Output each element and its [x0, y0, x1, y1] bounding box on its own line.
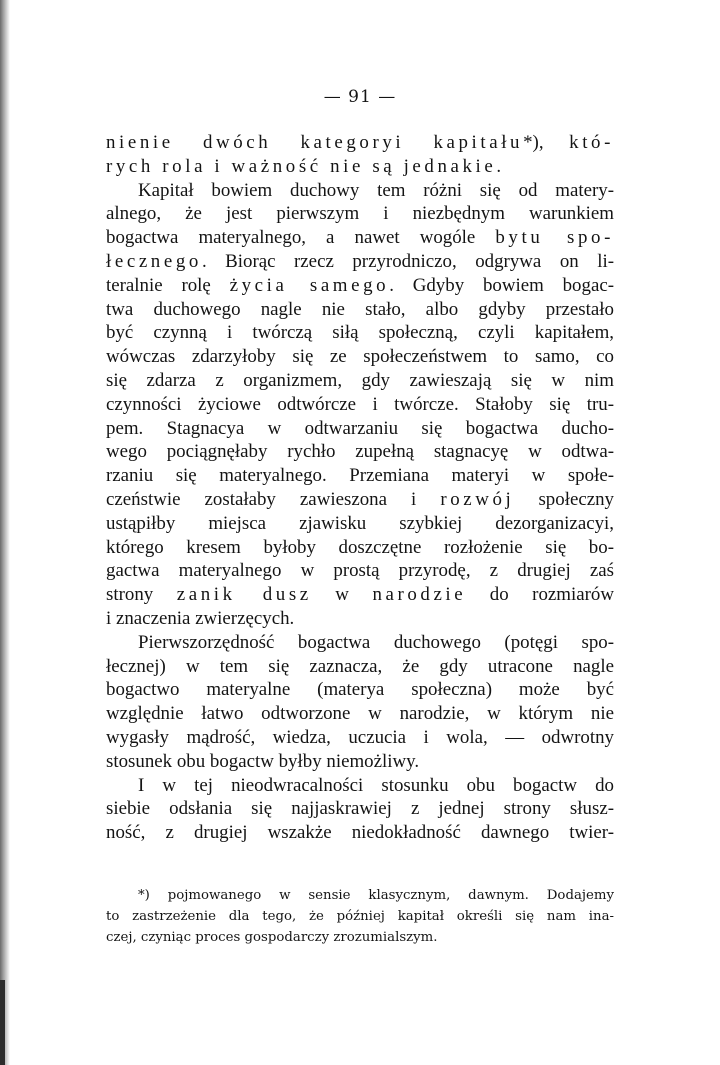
text-line [106, 536, 614, 560]
text-run: być czynną i twórczą siłą społeczną, czyli kapitałem, [106, 322, 614, 344]
text-line [106, 726, 614, 750]
body-text [106, 131, 614, 845]
spaced-emphasis: nienie dwóch kategoryi kapitału [106, 132, 524, 153]
text-run: Pierwszorzędność bogactwa duchowego (potęgi spo- [138, 631, 614, 653]
footnote-line: *) pojmowanego w sensie klasycznym, dawnym. Dodajemy [138, 888, 614, 903]
text-line [106, 202, 614, 226]
text-run: łecznej) w tem się zaznacza, że gdy utracone nagle [106, 655, 614, 677]
spaced-emphasis: bytu spo- [495, 227, 614, 249]
text-line [106, 678, 614, 702]
text-line [106, 702, 614, 726]
text-line [106, 464, 614, 488]
text-run: ustąpiłby miejsca zjawisku szybkiej dezorganizacyi, [106, 512, 614, 534]
text-run: czynności życiowe odtwórcze i twórcze. Stałoby się tru- [106, 393, 614, 415]
spaced-emphasis: narodzie [372, 584, 467, 606]
text-line [106, 393, 614, 417]
text-run: ność, z drugiej wszakże niedokładność dawnego twier- [106, 822, 614, 844]
text-run: którego kresem byłoby doszczętne rozłożenie się bo- [106, 536, 614, 558]
text-run: siebie odsłania się najjaskrawiej z jednej strony słusz- [106, 798, 614, 820]
text-run: gactwa materyalnego w prostą przyrodę, z drugiej zaś [106, 560, 614, 582]
text-line [106, 559, 614, 583]
footnote-line: to zastrzeżenie dla tego, że później kapitał określi się nam ina- [106, 909, 614, 924]
text-run: Kapitał bowiem duchowy tem różni się od matery- [138, 179, 614, 201]
text-run: bogactwo materyalne (materya społeczna) może być [106, 679, 614, 701]
text-line [106, 226, 614, 250]
footnote [106, 885, 614, 948]
text-line [106, 298, 614, 322]
text-run: się zdarza z organizmem, gdy zawieszają się w nim [106, 369, 614, 391]
text-run: teralnie rolę [106, 274, 230, 296]
text-run: wygasły mądrość, wiedza, uczucia i wola, — odwrotny [106, 726, 614, 748]
text-run: rzaniu się materyalnego. Przemiana materyi w społe- [106, 465, 614, 487]
spaced-emphasis: łecznego [106, 250, 202, 272]
text-line [106, 131, 614, 155]
spaced-emphasis: rozwój [440, 488, 515, 510]
text-line [106, 488, 614, 512]
text-line [106, 155, 614, 179]
text-line [106, 797, 614, 821]
text-run: pem. Stagnacya w odtwarzaniu się bogactwa ducho- [106, 417, 614, 439]
text-line [106, 774, 614, 798]
spaced-emphasis: rych rola i ważność nie są jednakie [106, 155, 497, 177]
text-run: stosunek obu bogactw byłby niemożliwy. [106, 750, 420, 772]
text-run: *), [523, 132, 570, 153]
text-run: w [311, 584, 373, 606]
text-line [106, 750, 614, 774]
text-run: wówczas zdarzyłoby się ze społeczeństwem to samo, co [106, 346, 614, 368]
text-run: . Gdyby bowiem bogac- [389, 274, 614, 296]
text-line [106, 512, 614, 536]
text-run: bogactwa materyalnego, a nawet wogóle [106, 227, 496, 249]
text-line [106, 369, 614, 393]
text-line [106, 821, 614, 845]
text-line [106, 607, 614, 631]
text-line [106, 655, 614, 679]
text-line [106, 345, 614, 369]
text-line [106, 631, 614, 655]
page-binding-edge [0, 0, 10, 1065]
text-run: twa duchowego nagle nie stało, albo gdyby przestało [106, 298, 614, 320]
text-line [106, 274, 614, 298]
spaced-emphasis: któ- [569, 132, 614, 153]
text-run: strony [106, 584, 177, 606]
text-run: i znaczenia zwierzęcych. [106, 607, 295, 629]
text-line [106, 250, 614, 274]
text-run: do rozmiarów [466, 584, 615, 606]
text-run: społeczny [514, 488, 614, 510]
text-line [106, 179, 614, 203]
text-line [106, 321, 614, 345]
spaced-emphasis: życia samego [229, 274, 390, 296]
text-run: I w tej nieodwracalności stosunku obu bogactw do [138, 774, 614, 796]
text-line [106, 583, 614, 607]
text-run: . [496, 155, 502, 177]
text-line [106, 417, 614, 441]
text-line [106, 440, 614, 464]
text-run: wego pociągnęłaby rychło zupełną stagnacyę w odtwa- [106, 441, 614, 463]
spaced-emphasis: zanik dusz [176, 584, 312, 606]
text-run: względnie łatwo odtworzone w narodzie, w którym nie [106, 703, 614, 725]
text-run: . Biorąc rzecz przyrodniczo, odgrywa on li- [201, 250, 614, 272]
page-number: — 91 — [323, 87, 397, 107]
footnote-line: czej, czyniąc proces gospodarczy zrozumialszym. [106, 930, 438, 945]
text-run: czeństwie zostałaby zawieszona i [106, 488, 441, 510]
text-run: alnego, że jest pierwszym i niezbędnym warunkiem [106, 203, 614, 225]
